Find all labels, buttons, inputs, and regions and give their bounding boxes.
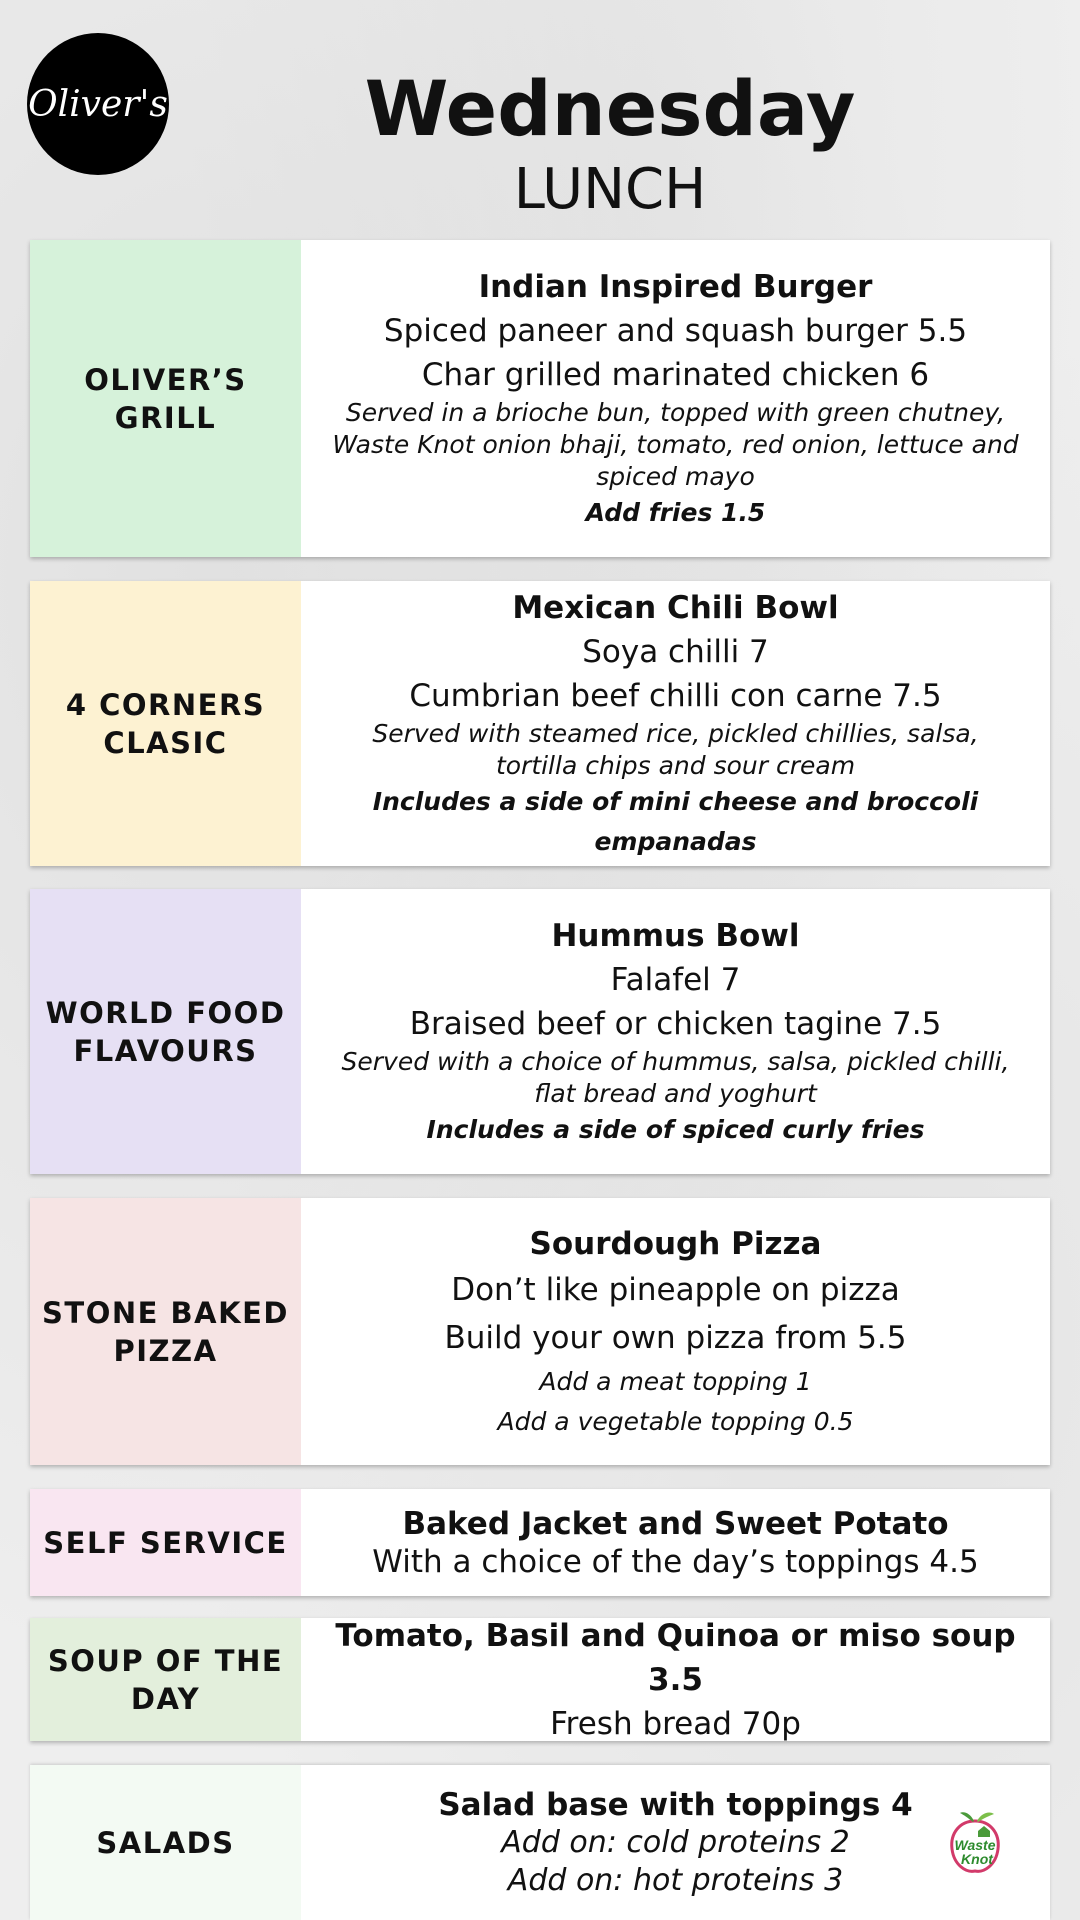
dish-option: With a choice of the day’s toppings 4.5 bbox=[372, 1543, 979, 1580]
waste-knot-logo bbox=[940, 1809, 1010, 1879]
category-label: SALADS bbox=[30, 1765, 301, 1920]
dish-title: Indian Inspired Burger bbox=[478, 268, 873, 305]
section-body bbox=[301, 1198, 1050, 1465]
dish-title: Hummus Bowl bbox=[551, 917, 800, 954]
page-subtitle: LUNCH bbox=[513, 157, 707, 222]
dish-extra: Add a vegetable topping 0.5 bbox=[497, 1406, 854, 1436]
dish-title: Salad base with toppings 4 bbox=[438, 1786, 913, 1823]
dish-option: Braised beef or chicken tagine 7.5 bbox=[409, 1005, 942, 1042]
menu-section-salads bbox=[30, 1765, 1050, 1920]
dish-extra: Add on: cold proteins 2 bbox=[501, 1824, 850, 1860]
dish-option: Char grilled marinated chicken 6 bbox=[421, 356, 930, 393]
dish-title: Mexican Chili Bowl bbox=[512, 589, 839, 626]
category-label: SELF SERVICE bbox=[30, 1489, 301, 1596]
category-label: 4 CORNERS CLASIC bbox=[30, 581, 301, 866]
category-label: WORLD FOOD FLAVOURS bbox=[30, 889, 301, 1174]
dish-extra: Add a meat topping 1 bbox=[539, 1366, 812, 1396]
waste-knot-icon bbox=[940, 1809, 1010, 1879]
menu-section-world-food bbox=[30, 889, 1050, 1174]
dish-option: Build your own pizza from 5.5 bbox=[444, 1319, 907, 1356]
dish-extra: Add on: hot proteins 3 bbox=[507, 1862, 844, 1898]
menu-section-4-corners bbox=[30, 581, 1050, 866]
dish-description: Served with a choice of hummus, salsa, pickled chilli, flat bread and yoghurt bbox=[341, 1046, 1010, 1108]
dish-description: Served with steamed rice, pickled chillies, salsa, tortilla chips and sour cream bbox=[372, 718, 979, 780]
dish-option: Don’t like pineapple on pizza bbox=[451, 1271, 900, 1308]
dish-title: Sourdough Pizza bbox=[529, 1225, 822, 1262]
section-body bbox=[301, 1765, 1050, 1920]
section-body bbox=[301, 581, 1050, 866]
logo-text: Oliver's bbox=[28, 83, 168, 125]
menu-section-self-service bbox=[30, 1489, 1050, 1596]
category-label: SOUP OF THE DAY bbox=[30, 1618, 301, 1741]
olivers-logo bbox=[27, 33, 169, 175]
category-label: OLIVER’S GRILL bbox=[30, 240, 301, 557]
menu-section-stone-baked-pizza bbox=[30, 1198, 1050, 1465]
category-label: STONE BAKED PIZZA bbox=[30, 1198, 301, 1465]
dish-note: Includes a side of mini cheese and broccoli empanadas bbox=[372, 786, 979, 856]
dish-description: Served in a brioche bun, topped with green chutney, Waste Knot onion bhaji, tomato, red onion, lettuce and spiced mayo bbox=[332, 397, 1019, 491]
dish-option: Falafel 7 bbox=[610, 961, 741, 998]
section-body bbox=[301, 1489, 1050, 1596]
dish-title: Baked Jacket and Sweet Potato bbox=[402, 1505, 949, 1542]
menu-section-soup-of-the-day bbox=[30, 1618, 1050, 1741]
dish-option: Fresh bread 70p bbox=[550, 1705, 801, 1742]
dish-option: Spiced paneer and squash burger 5.5 bbox=[383, 312, 968, 349]
page-title: Wednesday bbox=[364, 64, 856, 153]
waste-knot-line-1: Waste bbox=[954, 1837, 996, 1853]
section-body bbox=[301, 1618, 1050, 1741]
waste-knot-line-2: Knot bbox=[961, 1851, 993, 1867]
section-body bbox=[301, 240, 1050, 557]
dish-option: Soya chilli 7 bbox=[582, 633, 769, 670]
section-body bbox=[301, 889, 1050, 1174]
dish-note: Add fries 1.5 bbox=[585, 497, 766, 527]
dish-title: Tomato, Basil and Quinoa or miso soup 3.5 bbox=[335, 1617, 1016, 1698]
menu-section-olivers-grill bbox=[30, 240, 1050, 557]
dish-note: Includes a side of spiced curly fries bbox=[426, 1114, 925, 1144]
dish-option: Cumbrian beef chilli con carne 7.5 bbox=[409, 677, 942, 714]
